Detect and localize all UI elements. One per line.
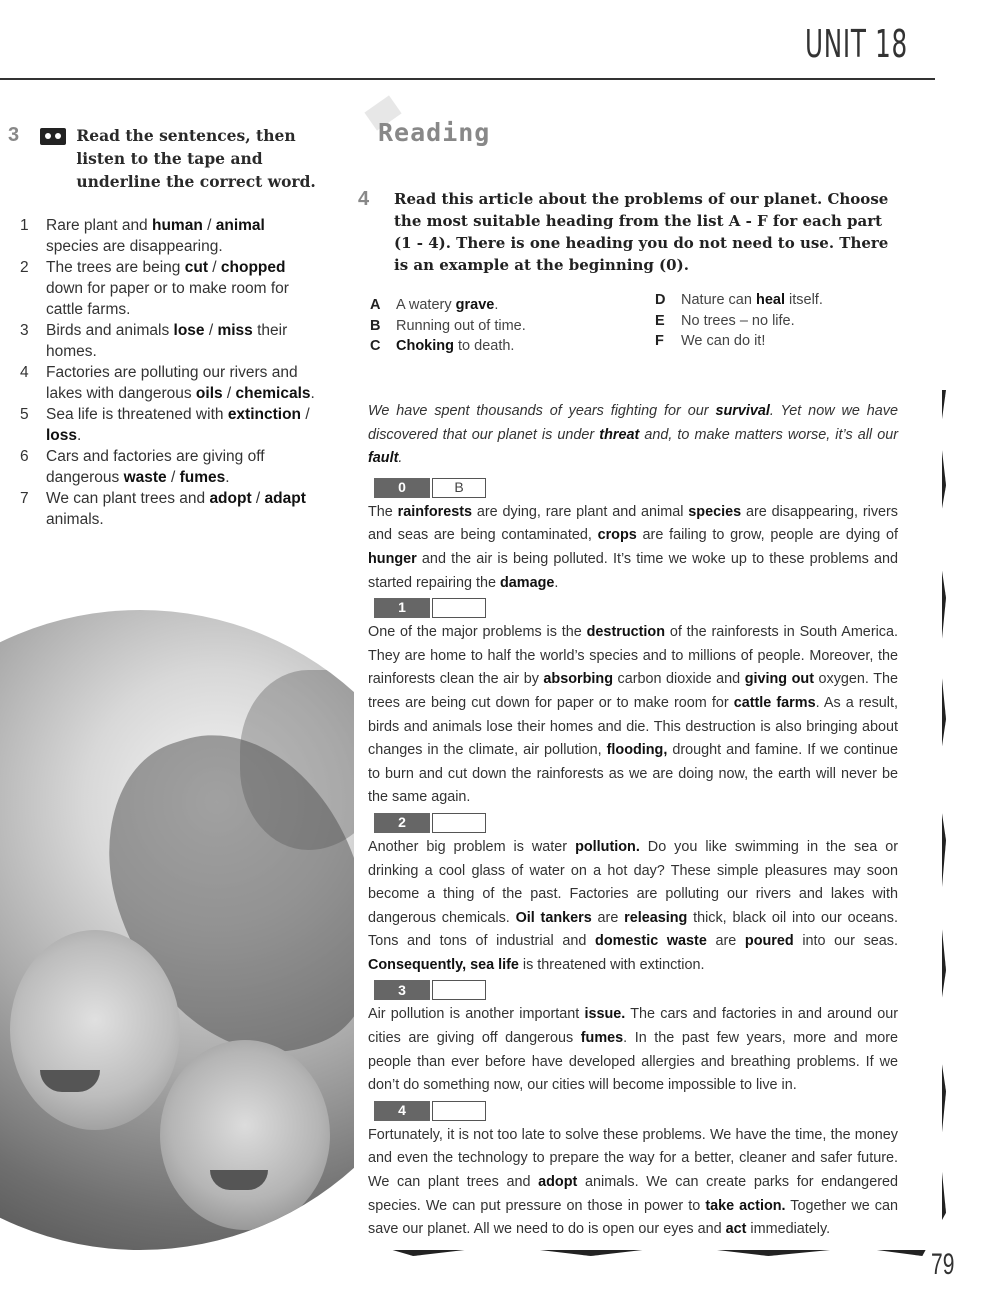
item-text-part: animals.: [46, 511, 104, 528]
heading-options-right: [655, 290, 823, 352]
exercise-4-number: 4: [358, 188, 370, 210]
heading-text: [396, 295, 498, 316]
word-option[interactable]: human: [152, 217, 203, 234]
text-segment: thick, black oil into our oceans. Tons and tons of industrial and: [368, 909, 898, 950]
item-text-part: down for paper or to make room for cattle farms.: [46, 280, 289, 318]
text-segment: and the air is being polluted. It’s time we woke up to these problems and started repairing the: [368, 550, 898, 591]
item-number: 6: [20, 448, 29, 465]
heading-text: [681, 290, 823, 311]
key-word: Consequently, sea life: [368, 956, 519, 973]
text-segment: are: [591, 909, 625, 926]
exercise-3-header: [8, 124, 328, 193]
heading-text-part: A watery: [396, 297, 456, 313]
key-word: cattle farms: [733, 694, 816, 711]
text-segment: Together we can save our planet. All we need to do is open our eyes and: [368, 1197, 898, 1238]
exercise-3-number: 3: [8, 124, 20, 146]
text-segment: of the rainforests in South America. They are home to half the world’s species and to millions of people. Moreover, the rainforests clean the air by: [368, 624, 898, 688]
item-text-part: /: [251, 490, 265, 507]
key-word: hunger: [368, 550, 417, 567]
exercise-3-list: [20, 215, 328, 530]
list-item: [20, 257, 328, 320]
item-text-part: /: [222, 385, 236, 402]
key-word: damage: [500, 574, 555, 591]
item-text: [46, 215, 318, 257]
exercise-4-instruction: Read this article about the problems of our planet. Choose the most suitable heading from the list A - F for each part (1 - 4). There is one heading you do not need to use. There is an example at the beginning (0).: [394, 190, 889, 274]
word-option[interactable]: adapt: [264, 490, 306, 507]
item-text-part: /: [204, 322, 218, 339]
word-option[interactable]: chopped: [220, 259, 286, 276]
heading-text-part: .: [494, 297, 499, 313]
key-word: giving out: [744, 671, 814, 688]
paragraph-number: 0: [374, 478, 430, 498]
heading-text-part: Nature can: [681, 292, 756, 308]
item-text: [46, 320, 318, 362]
key-word: threat: [599, 426, 640, 443]
answer-box-0: [374, 477, 898, 499]
answer-box-4: [374, 1100, 898, 1122]
text-segment: is threatened with extinction.: [518, 956, 705, 973]
answer-field[interactable]: B: [432, 478, 486, 498]
heading-option: [655, 331, 823, 352]
word-option[interactable]: oils: [195, 385, 223, 402]
key-word: act: [725, 1221, 747, 1238]
heading-options-left: [370, 295, 526, 357]
word-option[interactable]: fumes: [179, 469, 226, 486]
text-segment: We have spent thousands of years fighting for our: [368, 403, 716, 419]
reading-title: Reading: [378, 118, 491, 147]
list-item: [20, 215, 328, 257]
heading-text-part: Running out of time.: [396, 317, 526, 334]
heading-option: [370, 295, 526, 316]
item-text-part: Cars and factories are giving off dangerous: [46, 448, 265, 486]
item-text-part: .: [310, 385, 315, 402]
item-text-part: Rare plant and: [46, 217, 152, 234]
text-segment: The cars and factories in and around our cities are giving off dangerous: [368, 1006, 898, 1047]
key-word: poured: [744, 933, 794, 950]
heading-letter: E: [655, 312, 665, 329]
exercise-3: [8, 124, 328, 530]
exercise-4: [358, 188, 903, 276]
text-segment: . In the past few years, more and more people than ever before have developed allergies and breathing problems. If we don’t do something now, our cities will become impossible to live in.: [368, 1030, 898, 1094]
heading-option: [655, 311, 823, 332]
key-word: destruction: [586, 624, 665, 641]
key-word: issue.: [584, 1006, 626, 1023]
answer-box-1: [374, 597, 898, 619]
exercise-3-instruction: Read the sentences, then listen to the tape and underline the correct word.: [76, 126, 316, 191]
item-text: [46, 362, 318, 404]
heading-key-word: Choking: [396, 338, 454, 354]
heading-letter: D: [655, 292, 666, 308]
key-word: flooding,: [606, 742, 668, 759]
heading-text-part: No trees – no life.: [681, 312, 795, 329]
answer-field[interactable]: [432, 980, 486, 1000]
item-text-part: Factories are polluting our rivers and lakes with dangerous: [46, 364, 298, 402]
article-paragraph-4: [368, 1124, 898, 1242]
heading-key-word: grave: [455, 297, 495, 313]
answer-field[interactable]: [432, 813, 486, 833]
text-segment: .: [398, 450, 403, 467]
cassette-tape-icon: [40, 128, 66, 145]
text-segment: One of the major problems is the: [368, 624, 587, 641]
text-segment: and, to make matters worse, it’s all our: [639, 426, 898, 443]
text-segment: .: [554, 574, 559, 591]
key-word: absorbing: [543, 671, 613, 688]
answer-field[interactable]: [432, 1101, 486, 1121]
item-number: 4: [20, 364, 29, 381]
item-text: [46, 404, 318, 446]
word-option[interactable]: adopt: [209, 490, 252, 507]
key-word: fault: [368, 450, 399, 467]
text-segment: The: [368, 503, 398, 520]
text-segment: immediately.: [746, 1221, 831, 1238]
text-segment: Fortunately, it is not too late to solve these problems. We have the time, the money and even the technology to prepare the way for a better, cleaner and safer future. We can plant trees and: [368, 1126, 898, 1191]
list-item: [20, 320, 328, 362]
heading-option: [370, 316, 526, 337]
heading-letter: B: [370, 317, 381, 334]
key-word: survival: [715, 403, 770, 419]
article-paragraph-3: [368, 1003, 898, 1097]
text-segment: are failing to grow, people are dying of: [636, 527, 898, 544]
key-word: crops: [597, 527, 637, 544]
text-segment: into our seas.: [793, 933, 898, 950]
item-text-part: We can plant trees and: [46, 490, 210, 507]
header-rule: [0, 78, 935, 80]
word-option[interactable]: loss: [46, 427, 78, 444]
heading-text: [396, 336, 514, 357]
answer-field[interactable]: [432, 598, 486, 618]
heading-letter: A: [370, 297, 381, 313]
item-text-part: Sea life is threatened with: [46, 406, 228, 423]
item-text-part: .: [225, 469, 230, 486]
answer-box-2: [374, 812, 898, 834]
text-segment: are dying, rare plant and animal: [472, 503, 689, 520]
paragraph-number: 1: [374, 598, 430, 618]
item-number: 7: [20, 490, 29, 507]
word-option[interactable]: waste: [123, 469, 167, 486]
list-item: [20, 488, 328, 530]
heading-letter: C: [370, 338, 381, 354]
list-item: [20, 362, 328, 404]
heading-letter: F: [655, 333, 664, 349]
key-word: pollution.: [575, 838, 640, 855]
text-segment: . As a result, birds and animals lose their homes and die. This destruction is also bringing about changes in the climate, air pollution,: [368, 694, 898, 759]
word-option[interactable]: animal: [215, 217, 265, 234]
item-text: [46, 446, 318, 488]
text-segment: Air pollution is another important: [368, 1006, 585, 1023]
text-segment: are disappearing, rivers and seas are being contaminated,: [368, 503, 898, 544]
child-face: [10, 930, 180, 1130]
page-number: 79: [930, 1248, 954, 1281]
word-option[interactable]: extinction: [227, 406, 302, 423]
item-number: 2: [20, 259, 29, 276]
item-text-part: species are disappearing.: [46, 238, 223, 255]
heading-text: [681, 311, 795, 332]
heading-option: [655, 290, 823, 311]
item-text-part: /: [207, 259, 221, 276]
heading-option: [370, 336, 526, 357]
item-text-part: their homes.: [46, 322, 288, 360]
list-item: [20, 446, 328, 488]
text-segment: are: [706, 933, 745, 950]
heading-text: [681, 331, 765, 352]
heading-text: [396, 316, 526, 337]
item-number: 5: [20, 406, 29, 423]
list-item: [20, 404, 328, 446]
answer-box-3: [374, 979, 898, 1001]
article-paragraph-2: [368, 836, 898, 978]
text-segment: carbon dioxide and: [612, 671, 745, 688]
item-text-part: The trees are being: [46, 259, 185, 276]
heading-text-part: We can do it!: [681, 333, 766, 349]
article-paragraph-1: [368, 621, 898, 810]
item-number: 1: [20, 217, 29, 234]
key-word: adopt: [538, 1174, 578, 1191]
article-paragraph-0: [368, 501, 898, 595]
key-word: domestic waste: [595, 933, 707, 950]
item-text-part: /: [301, 406, 310, 423]
heading-text-part: to death.: [454, 338, 515, 354]
key-word: rainforests: [397, 503, 473, 520]
paragraph-number: 4: [374, 1101, 430, 1121]
text-segment: oxygen. The trees are being cut down for paper or to make room for: [368, 671, 898, 711]
item-text-part: .: [77, 427, 82, 444]
article: [368, 400, 898, 1242]
paragraph-number: 3: [374, 980, 430, 1000]
item-text-part: /: [166, 469, 180, 486]
word-option[interactable]: miss: [217, 322, 253, 339]
unit-title: UNIT 18: [805, 22, 908, 66]
text-segment: drought and famine. If we continue to burn and cut down the rainforests as we are doing now, the earth will never be the same again.: [368, 742, 898, 806]
key-word: take action.: [705, 1197, 786, 1214]
text-segment: Another big problem is water: [368, 838, 576, 855]
key-word: species: [688, 503, 742, 520]
heading-key-word: heal: [755, 292, 785, 308]
key-word: releasing: [624, 909, 688, 926]
word-option[interactable]: cut: [184, 259, 208, 276]
item-text: [46, 488, 318, 530]
word-option[interactable]: chemicals: [235, 385, 311, 402]
heading-text-part: itself.: [784, 292, 823, 308]
item-text-part: /: [202, 217, 216, 234]
text-segment: . Yet now we have discovered that our planet is under: [368, 403, 898, 443]
word-option[interactable]: lose: [173, 322, 205, 339]
paragraph-number: 2: [374, 813, 430, 833]
text-segment: Do you like swimming in the sea or drinking a cool glass of water on a hot day? These simple pleasures may soon become a thing of the past. Factories are polluting our rivers and lakes with dangerous chemicals.: [368, 838, 899, 926]
item-number: 3: [20, 322, 29, 339]
item-text-part: Birds and animals: [46, 322, 174, 339]
key-word: fumes: [580, 1030, 624, 1047]
key-word: Oil tankers: [515, 909, 592, 926]
child-face: [160, 1040, 330, 1230]
article-intro: [368, 400, 898, 471]
text-segment: animals. We can create parks for endangered species. We can put pressure on those in power to: [368, 1174, 898, 1214]
item-text: [46, 257, 318, 320]
